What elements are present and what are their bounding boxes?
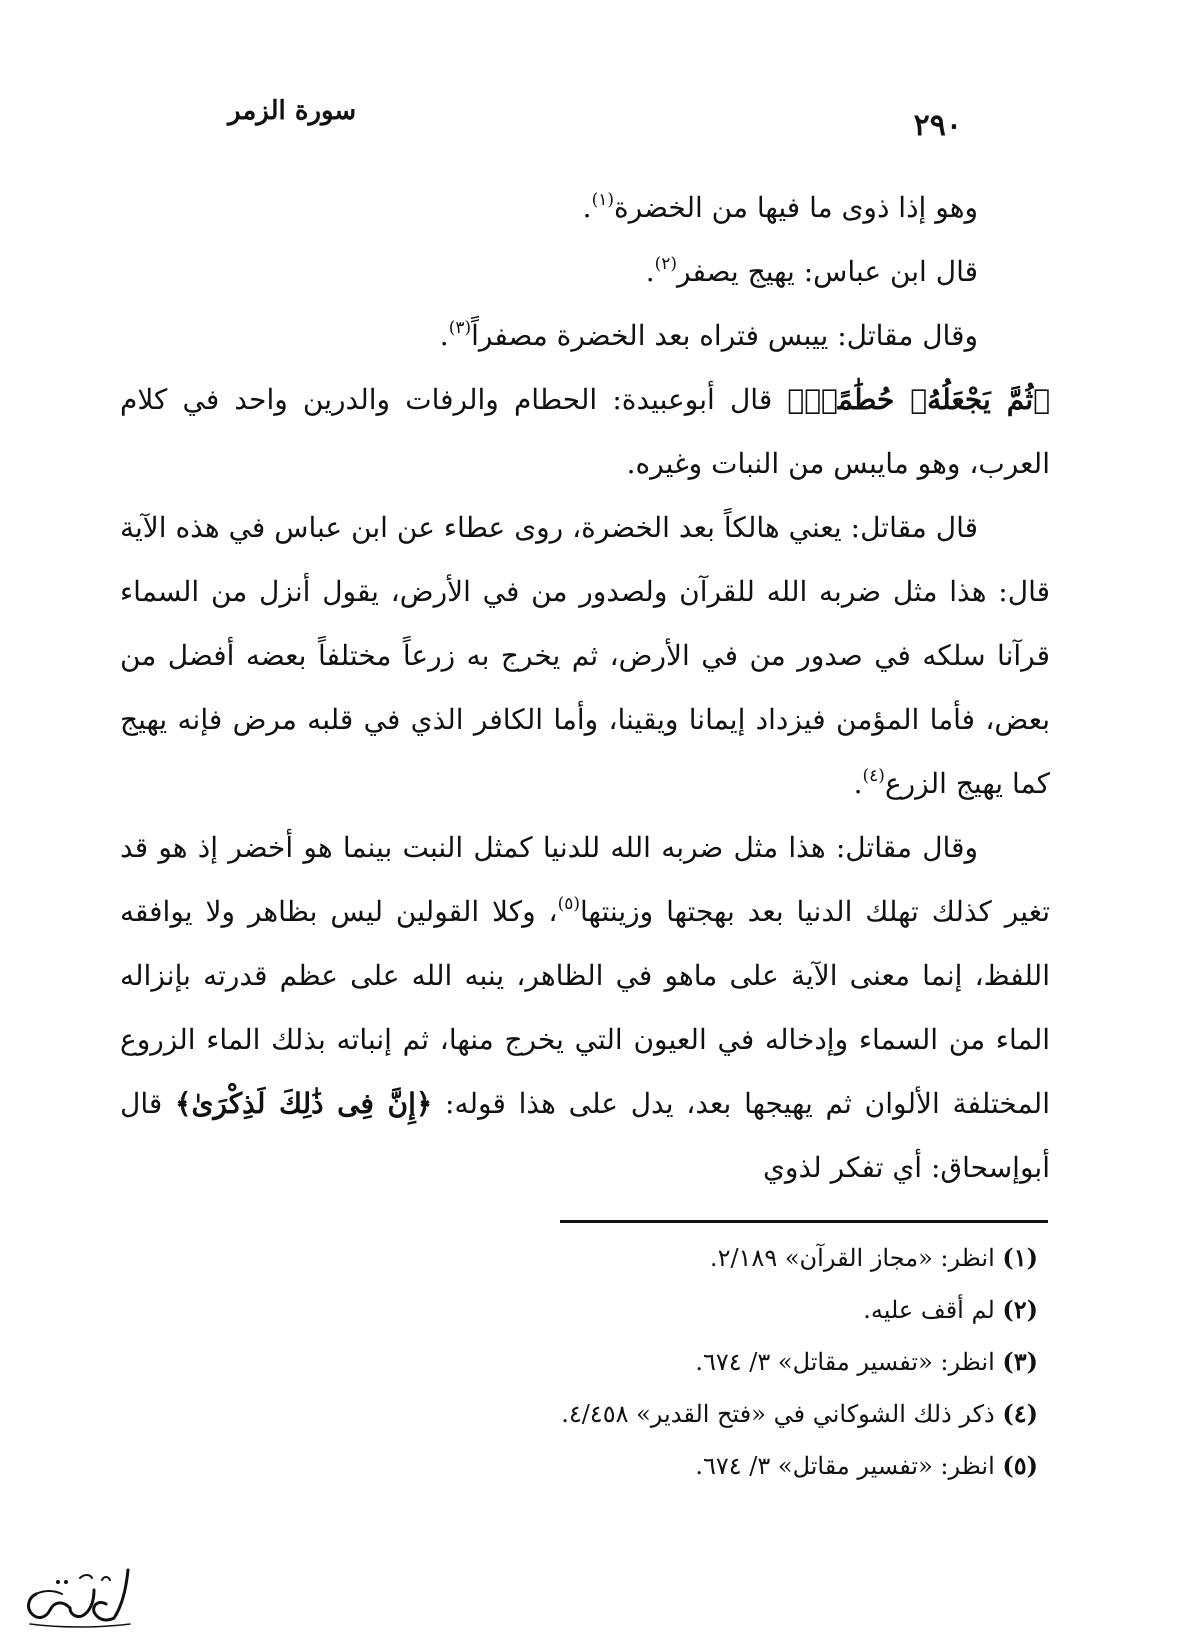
footnote-reference: (٤) [862,766,885,786]
quran-verse: ﴿إِنَّ فِى ذَٰلِكَ لَذِكْرَىٰ﴾ [175,1087,433,1120]
paragraph [120,368,1050,496]
text-line [120,176,1050,240]
surah-title: سورة الزمر [228,96,357,126]
paragraph [120,816,1050,1200]
text-run: ، وكلا القولين ليس بظاهر ولا يوافقه اللفظ، إنما معنى الآية على ماهو في الظاهر، ينبه الله على عظم قدرته بإنزاله الماء من السماء وإدخاله في العيون التي يخرج منها، ثم إنباته بذلك الماء الزروع المختلفة الألوان ثم يهيجها بعد، يدل على هذا قوله: [120,895,1050,1120]
running-header [120,96,1080,146]
footnote-reference: (٥) [557,894,580,914]
text-run: . [853,767,863,800]
footnote [120,1388,1050,1440]
text-run: قال أبوإسحاق: أي تفكر لذوي [120,1087,1050,1184]
footnote-text: لم أقف عليه. [863,1296,995,1324]
footnote [120,1232,1050,1284]
text-line [120,304,1050,368]
footnote [120,1336,1050,1388]
footnote-number: (٢) [1002,1295,1038,1324]
footnote-text: انظر: «تفسير مقاتل» ٣/ ٦٧٤. [695,1452,995,1480]
calligraphy-stamp-logo [10,1560,140,1632]
footnote-reference: (٣) [448,318,472,338]
footnote-reference: (١) [591,190,614,210]
footnote-divider [560,1220,1048,1223]
text-run: قال ابن عباس: يهيج يصفر [677,255,978,288]
text-run: . [645,255,655,288]
quran-verse: ﴿ثُمَّ يَجْعَلُهُۥ حُطَٰمًاۚ﴾ [787,383,1051,416]
footnote [120,1440,1050,1492]
footnote-number: (٥) [1002,1451,1038,1480]
footnote-text: انظر: «تفسير مقاتل» ٣/ ٦٧٤. [695,1348,995,1376]
footnotes [120,1232,1050,1492]
footnote-text: ذكر ذلك الشوكاني في «فتح القدير» ٤/٤٥٨. [561,1400,995,1428]
paragraph [120,496,1050,816]
footnote-number: (٣) [1002,1347,1038,1376]
footnote-number: (١) [1002,1243,1038,1272]
text-line [120,240,1050,304]
text-run: وقال مقاتل: ييبس فتراه بعد الخضرة مصفراً [471,319,978,352]
text-run: . [582,191,592,224]
page-number: ٢٩٠ [913,108,962,143]
footnote [120,1284,1050,1336]
main-text [120,176,1050,1200]
text-run: قال مقاتل: يعني هالكاً بعد الخضرة، روى عطاء عن ابن عباس في هذه الآية قال: هذا مثل ضربه الله للقرآن ولصدور من في الأرض، يقول أنزل من السماء قرآنا سلكه في صدور من في الأرض، ثم يخرج به زرعاً مختلفاً بعضه أفضل من بعض، فأما المؤمن فيزداد إيمانا ويقينا، وأما الكافر الذي في قلبه مرض فإنه يهيج كما يهيج الزرع [120,511,1050,800]
text-run: . [439,319,449,352]
footnote-reference: (٢) [654,254,678,274]
text-run: وهو إذا ذوى ما فيها من الخضرة [614,191,978,224]
footnote-text: انظر: «مجاز القرآن» ٢/١٨٩. [709,1244,995,1272]
footnote-number: (٤) [1002,1399,1038,1428]
text-run: قال أبوعبيدة: الحطام والرفات والدرين واحد في كلام العرب، وهو مايبس من النبات وغيره. [120,383,1050,480]
text-run: وقال مقاتل: هذا مثل ضربه الله للدنيا كمثل النبت بينما هو أخضر إذ هو قد تغير كذلك تهلك الدنيا بعد بهجتها وزينتها [120,831,1050,928]
